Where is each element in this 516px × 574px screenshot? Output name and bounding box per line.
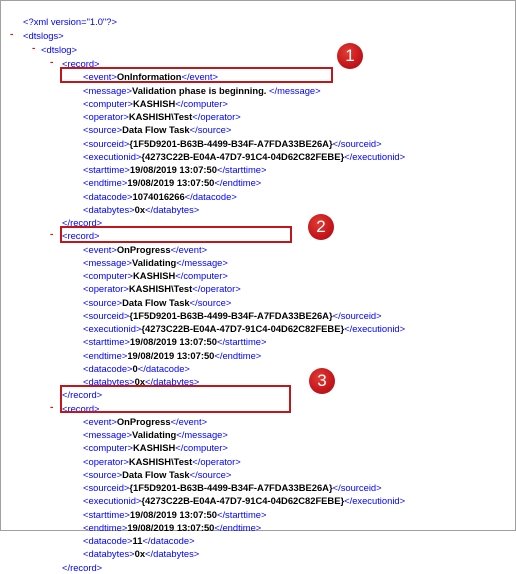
close-tag: </datacode> — [137, 362, 190, 374]
field-sourceid — [83, 309, 382, 322]
field-datacode — [83, 534, 195, 547]
close-tag: </message> — [176, 429, 228, 440]
field-source — [83, 296, 231, 309]
open-tag: <operator> — [83, 455, 129, 467]
field-value: 19/08/2019 13:07:50 — [129, 164, 217, 175]
xml-declaration: <?xml version="1.0"?> — [23, 16, 117, 27]
open-tag: <source> — [83, 124, 123, 136]
open-tag: <executionid> — [83, 150, 142, 162]
field-message — [83, 84, 321, 97]
close-tag: </starttime> — [216, 508, 267, 520]
field-value: {1F5D9201-B63B-4499-B34F-A7FDA33BE26A} — [129, 137, 333, 149]
collapse-toggle-record[interactable]: - — [49, 402, 55, 413]
field-sourceid — [83, 137, 382, 150]
close-tag: </executionid> — [344, 150, 406, 162]
field-value: KASHISH — [133, 97, 176, 109]
close-tag: </source> — [189, 296, 232, 308]
collapse-toggle-record[interactable]: - — [49, 58, 55, 68]
record-close-tag: </record> — [62, 217, 103, 228]
field-value: 0x — [134, 548, 146, 560]
close-tag: </sourceid> — [332, 309, 382, 321]
field-value: KASHISH\Test — [128, 111, 193, 122]
dtslogs-open-tag: <dtslogs> — [23, 30, 64, 41]
field-databytes — [83, 547, 199, 560]
field-value: {1F5D9201-B63B-4499-B34F-A7FDA33BE26A} — [129, 482, 333, 493]
field-message — [83, 428, 228, 441]
field-value: Data Flow Task — [122, 296, 190, 308]
field-value: KASHISH\Test — [128, 283, 193, 295]
field-message — [83, 256, 228, 269]
highlight-box-2 — [60, 226, 292, 243]
record-open-tag: <record> — [62, 402, 100, 414]
close-tag: </message> — [269, 84, 321, 96]
open-tag: <endtime> — [83, 177, 128, 189]
open-tag: <message> — [83, 429, 132, 440]
close-tag: </operator> — [192, 111, 241, 122]
field-value: 19/08/2019 13:07:50 — [127, 177, 215, 189]
close-tag: </datacode> — [184, 190, 237, 202]
close-tag: </event> — [181, 71, 218, 83]
collapse-toggle-record[interactable]: - — [49, 230, 55, 241]
field-starttime — [83, 163, 266, 176]
close-tag: </databytes> — [145, 203, 200, 215]
open-tag: <starttime> — [83, 508, 130, 520]
close-tag: </event> — [170, 415, 208, 427]
close-tag: </event> — [170, 243, 208, 255]
field-databytes — [83, 203, 199, 216]
field-value: Validating — [132, 429, 177, 440]
record-open-tag: <record> — [62, 58, 100, 69]
field-value: KASHISH — [133, 270, 176, 281]
highlight-box-3 — [60, 385, 291, 413]
field-value: {4273C22B-E04A-47D7-91C4-04D62C82FEBE} — [141, 323, 345, 334]
field-value: 0x — [134, 376, 146, 387]
open-tag: <event> — [83, 71, 117, 83]
close-tag: </databytes> — [145, 376, 200, 387]
field-sourceid — [83, 481, 382, 494]
field-datacode — [83, 190, 237, 203]
close-tag: </endtime> — [214, 521, 262, 533]
field-executionid — [83, 150, 405, 163]
open-tag: <sourceid> — [83, 137, 130, 149]
field-value: 11 — [132, 535, 143, 546]
field-endtime — [83, 349, 261, 362]
close-tag: </source> — [189, 468, 232, 480]
open-tag: <databytes> — [83, 548, 135, 560]
close-tag: </source> — [189, 124, 232, 136]
open-tag: <starttime> — [83, 164, 130, 175]
field-endtime — [83, 521, 261, 534]
open-tag: <databytes> — [83, 203, 135, 215]
field-value: 1074016266 — [132, 190, 185, 202]
open-tag: <event> — [83, 415, 117, 427]
open-tag: <computer> — [83, 270, 134, 281]
open-tag: <datacode> — [83, 535, 133, 546]
open-tag: <sourceid> — [83, 309, 130, 321]
close-tag: </starttime> — [216, 336, 267, 348]
field-computer — [83, 441, 228, 454]
field-value: {4273C22B-E04A-47D7-91C4-04D62C82FEBE} — [141, 150, 345, 162]
field-value: Data Flow Task — [122, 124, 190, 136]
close-tag: </computer> — [175, 442, 228, 454]
field-starttime — [83, 508, 266, 521]
close-tag: </endtime> — [214, 349, 262, 361]
field-value: {4273C22B-E04A-47D7-91C4-04D62C82FEBE} — [141, 495, 345, 507]
field-endtime — [83, 176, 261, 189]
record-open-tag: <record> — [62, 230, 100, 242]
close-tag: </computer> — [175, 270, 228, 281]
close-tag: </endtime> — [214, 177, 262, 189]
close-tag: </executionid> — [344, 323, 406, 334]
field-value: OnProgress — [116, 243, 171, 255]
field-value: OnInformation — [116, 71, 182, 83]
field-event — [83, 243, 207, 256]
close-tag: </message> — [176, 256, 228, 268]
highlight-box-1 — [60, 67, 333, 83]
open-tag: <sourceid> — [83, 482, 130, 493]
callout-badge-2: 2 — [308, 214, 334, 240]
field-operator — [83, 455, 241, 468]
close-tag: </computer> — [175, 97, 228, 109]
collapse-toggle-dtslog[interactable]: - — [31, 44, 37, 54]
field-computer — [83, 269, 228, 282]
field-value: 19/08/2019 13:07:50 — [129, 336, 217, 348]
field-datacode — [83, 362, 190, 375]
close-tag: </operator> — [192, 455, 241, 467]
close-tag: </starttime> — [216, 164, 267, 175]
open-tag: <computer> — [83, 97, 134, 109]
field-value: KASHISH\Test — [128, 455, 193, 467]
record-close-tag: </record> — [62, 389, 103, 401]
open-tag: <message> — [83, 256, 132, 268]
open-tag: <source> — [83, 296, 123, 308]
open-tag: <endtime> — [83, 521, 128, 533]
field-value: 0x — [134, 203, 146, 215]
dtslog-open-tag: <dtslog> — [41, 44, 77, 55]
field-operator — [83, 282, 241, 295]
open-tag: <executionid> — [83, 495, 142, 507]
open-tag: <operator> — [83, 111, 129, 122]
callout-badge-1: 1 — [337, 43, 363, 69]
field-source — [83, 123, 231, 136]
open-tag: <datacode> — [83, 362, 133, 374]
field-value: 19/08/2019 13:07:50 — [127, 349, 215, 361]
field-event — [83, 415, 207, 428]
field-value: {1F5D9201-B63B-4499-B34F-A7FDA33BE26A} — [129, 309, 333, 321]
field-value: 0 — [132, 362, 138, 374]
close-tag: </executionid> — [344, 495, 406, 507]
callout-badge-3: 3 — [309, 368, 335, 394]
open-tag: <operator> — [83, 283, 129, 295]
field-executionid — [83, 322, 405, 335]
field-computer — [83, 97, 228, 110]
close-tag: </sourceid> — [332, 482, 382, 493]
field-value: KASHISH — [133, 442, 176, 454]
field-value: OnProgress — [116, 415, 171, 427]
open-tag: <executionid> — [83, 323, 142, 334]
record-close-tag: </record> — [62, 561, 103, 573]
field-starttime — [83, 335, 266, 348]
field-operator — [83, 110, 241, 123]
open-tag: <message> — [83, 84, 132, 96]
field-executionid — [83, 494, 405, 507]
open-tag: <starttime> — [83, 336, 130, 348]
field-value: 19/08/2019 13:07:50 — [127, 521, 215, 533]
field-value: 19/08/2019 13:07:50 — [129, 508, 217, 520]
close-tag: </databytes> — [145, 548, 200, 560]
field-value: Validation phase is beginning. — [132, 84, 269, 96]
close-tag: </datacode> — [142, 535, 195, 546]
close-tag: </sourceid> — [332, 137, 382, 149]
field-source — [83, 468, 231, 481]
open-tag: <source> — [83, 468, 123, 480]
collapse-toggle-dtslogs[interactable]: - — [9, 30, 15, 40]
field-value: Validating — [132, 256, 177, 268]
field-value: Data Flow Task — [122, 468, 190, 480]
open-tag: <datacode> — [83, 190, 133, 202]
open-tag: <computer> — [83, 442, 134, 454]
open-tag: <endtime> — [83, 349, 128, 361]
close-tag: </operator> — [192, 283, 241, 295]
open-tag: <event> — [83, 243, 117, 255]
open-tag: <databytes> — [83, 376, 135, 387]
